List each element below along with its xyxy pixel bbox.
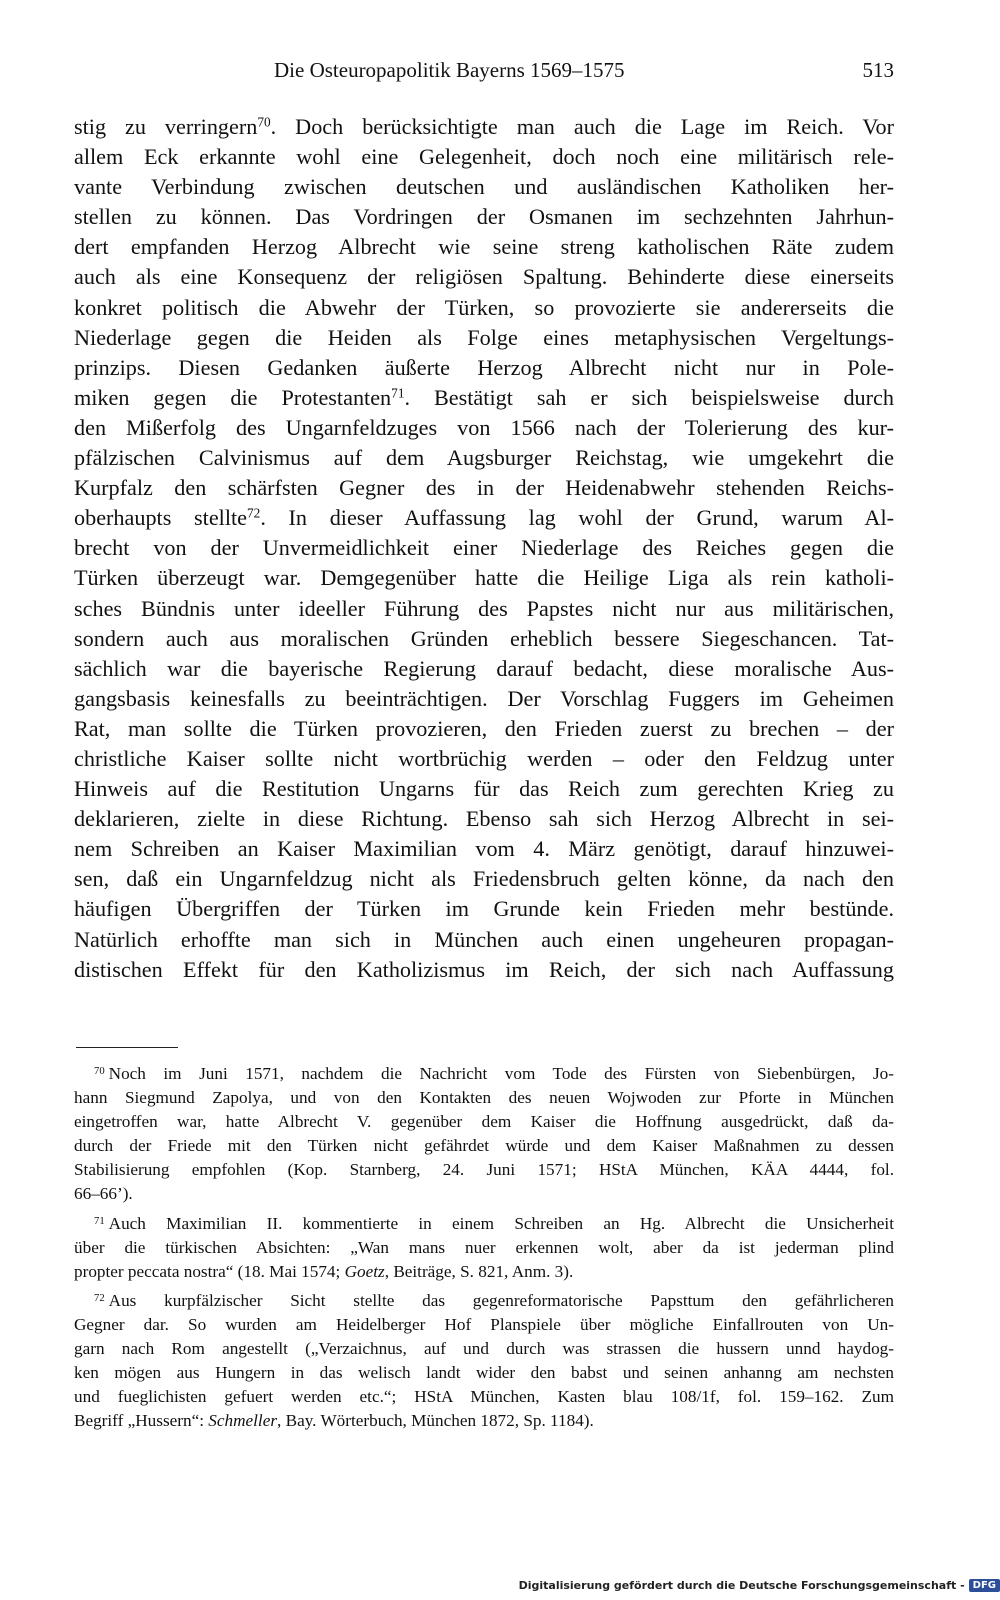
text-line: den Mißerfolg des Ungarnfeldzuges von 1566 nach der Tolerierung des kur- <box>74 414 894 440</box>
footnote-71 <box>74 1212 894 1284</box>
footnote-reference: 71 <box>391 385 405 401</box>
footnote-line: eingetroffen war, hatte Albrecht V. gegenüber dem Kaiser die Hoffnung ausgedrückt, daß da- <box>74 1112 894 1132</box>
text-line: stellen zu können. Das Vordringen der Osmanen im sechzehnten Jahrhun- <box>74 204 894 230</box>
page-number: 513 <box>862 58 894 82</box>
footnote-line: Gegner dar. So wurden am Heidelberger Hof Planspiele über mögliche Einfallrouten von Un- <box>74 1314 894 1334</box>
footnote-reference: 70 <box>257 114 271 130</box>
text-line: sches Bündnis unter ideeller Führung des Papstes nicht nur aus militärischen, <box>74 595 894 621</box>
text-line: deklarieren, zielte in diese Richtung. Ebenso sah sich Herzog Albrecht in sei- <box>74 806 894 832</box>
footnote-line: ken mögen aus Hungern in das welisch landt wider den babst und seinen anhanng am nechsten <box>74 1363 894 1383</box>
footnote-line: $^{71}$ Auch Maximilian II. kommentierte in einem Schreiben an Hg. Albrecht die Unsicherheit <box>94 1213 894 1233</box>
text-line: oberhaupts stellte$^{72}$. In dieser Auffassung lag wohl der Grund, warum Al- <box>74 505 895 531</box>
cited-author: Schmeller <box>208 1411 278 1431</box>
footnote-line: garn nach Rom angestellt („Verzaichnus, auf und durch was strassen die hussern unnd haydog- <box>74 1339 894 1359</box>
text-line: Kurpfalz den schärfsten Gegner des in der Heidenabwehr stehenden Reichs- <box>74 475 894 501</box>
footnote-number: 70 <box>94 1066 105 1078</box>
text-line: gangsbasis keinesfalls zu beeinträchtigen. Der Vorschlag Fuggers im Geheimen <box>74 685 894 711</box>
text-line: konkret politisch die Abwehr der Türken, so provozierte sie andererseits die <box>74 294 894 320</box>
text-line: dert empfanden Herzog Albrecht wie seine streng katholischen Räte zudem <box>74 234 894 260</box>
text-line: Natürlich erhoffte man sich in München auch einen ungeheuren propagan- <box>74 926 894 952</box>
footnote-number: 71 <box>94 1215 105 1227</box>
text-line: nem Schreiben an Kaiser Maximilian vom 4. März genötigt, darauf hinzuwei- <box>74 836 894 862</box>
footnote-line: propter peccata nostra“ (18. Mai 1574; Goetz, Beiträge, S. 821, Anm. 3). <box>74 1261 574 1281</box>
footnote-line: Begriff „Hussern“: Schmeller, Bay. Wörterbuch, München 1872, Sp. 1184). <box>74 1411 594 1431</box>
text-line: christliche Kaiser sollte nicht wortbrüchig werden – oder den Feldzug unter <box>74 745 894 771</box>
credit-text: Digitalisierung gefördert durch die Deutsche Forschungsgemeinschaft - <box>518 1578 965 1592</box>
footnote-line: Stabilisierung empfohlen (Kop. Starnberg, 24. Juni 1571; HStA München, KÄA 4444, fol. <box>74 1160 894 1180</box>
running-title: Die Osteuropapolitik Bayerns 1569–1575 <box>274 58 625 82</box>
text-line: prinzips. Diesen Gedanken äußerte Herzog Albrecht nicht nur in Pole- <box>74 354 894 380</box>
text-line: häufigen Übergriffen der Türken im Grunde kein Frieden mehr bestünde. <box>74 896 894 922</box>
text-line: Hinweis auf die Restitution Ungarns für das Reich zum gerechten Krieg zu <box>74 776 894 802</box>
footnote-line: über die türkischen Absichten: „Wan mans nuer erkennen wolt, aber da ist jederman plind <box>74 1237 894 1257</box>
text-line: sen, daß ein Ungarnfeldzug nicht als Friedensbruch gelten könne, da nach den <box>74 866 894 892</box>
text-line: pfälzischen Calvinismus auf dem Augsburger Reichstag, wie umgekehrt die <box>74 445 894 471</box>
footnote-number: 72 <box>94 1293 105 1305</box>
text-line: stig zu verringern$^{70}$. Doch berücksichtigte man auch die Lage im Reich. Vor <box>74 114 894 139</box>
text-line: miken gegen die Protestanten$^{71}$. Bestätigt sah er sich beispielsweise durch <box>74 384 894 410</box>
page-header <box>74 56 894 86</box>
text-line: distischen Effekt für den Katholizismus im Reich, der sich nach Auffassung <box>74 956 894 982</box>
text-line: Türken überzeugt war. Demgegenüber hatte die Heilige Liga als rein katholi- <box>74 565 894 591</box>
main-text <box>74 112 894 985</box>
footnote-divider <box>76 1047 178 1048</box>
dfg-logo: DFG <box>969 1579 1000 1592</box>
text-line: sächlich war die bayerische Regierung darauf bedacht, diese moralische Aus- <box>74 655 894 681</box>
footnote-reference: 72 <box>247 505 261 521</box>
footnote-line: $^{70}$ Noch im Juni 1571, nachdem die Nachricht vom Tode des Fürsten von Siebenbürgen, Jo- <box>94 1064 894 1083</box>
text-line: brecht von der Unvermeidlichkeit einer Niederlage des Reiches gegen die <box>74 535 894 561</box>
footnote-line: hann Siegmund Zapolya, und von den Kontakten des neuen Wojwoden zur Pforte in München <box>74 1088 894 1108</box>
footnote-line: 66–66’). <box>74 1184 133 1204</box>
footnotes <box>74 1062 894 1438</box>
footnote-line: und fueglichisten gefuert werden etc.“; HStA München, Kasten blau 108/1f, fol. 159–162. Zum <box>74 1387 894 1407</box>
text-line: allem Eck erkannte wohl eine Gelegenheit, doch noch eine militärisch rele- <box>74 144 894 170</box>
footnote-line: durch der Friede mit den Türken nicht gefährdet würde und dem Kaiser Maßnahmen zu dessen <box>74 1136 894 1156</box>
cited-author: Goetz <box>344 1261 385 1281</box>
footnote-70 <box>74 1062 894 1207</box>
footnote-72 <box>74 1289 894 1434</box>
text-line: vante Verbindung zwischen deutschen und ausländischen Katholiken her- <box>74 174 894 200</box>
text-line: Niederlage gegen die Heiden als Folge eines metaphysischen Vergeltungs- <box>74 324 894 350</box>
text-line: sondern auch aus moralischen Gründen erheblich bessere Siegeschancen. Tat- <box>74 625 894 651</box>
digitization-credit <box>519 1576 1000 1594</box>
footnote-line: $^{72}$ Aus kurpfälzischer Sicht stellte das gegenreformatorische Papsttum den gefährlicheren <box>94 1290 894 1310</box>
text-line: auch als eine Konsequenz der religiösen Spaltung. Behinderte diese einerseits <box>74 264 894 290</box>
text-line: Rat, man sollte die Türken provozieren, den Frieden zuerst zu brechen – der <box>74 715 894 741</box>
